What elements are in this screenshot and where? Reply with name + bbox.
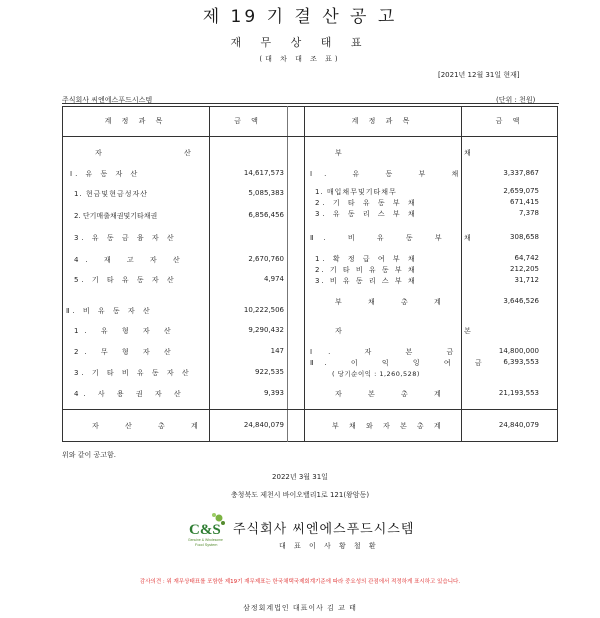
asset-row-label: 4. 사 용 권 자 산 [74, 390, 186, 398]
asset-row-amount: 9,393 [263, 389, 284, 397]
asset-row-label: 1. 현금및현금성자산 [74, 190, 148, 198]
liability-row-amount: 2,659,075 [503, 187, 539, 195]
equity-row-amount: 14,800,000 [498, 347, 539, 355]
asset-row-label: 4. 재 고 자 산 [74, 256, 187, 264]
asset-row-amount: 922,535 [255, 368, 284, 376]
asset-row-label: 3. 유 동 금 융 자 산 [74, 234, 177, 242]
liability-row-amount: 3,337,867 [503, 169, 539, 177]
liability-row-label: 2. 기 타 유 동 부 채 [315, 199, 418, 207]
audit-opinion: 감사의견 : 위 재무상태표를 포함한 제19기 재무제표는 한국채택국제회계기준에 따라 중요성의 관점에서 적정하게 표시하고 있습니다. [139, 579, 461, 585]
column-divider [304, 106, 305, 442]
company-logo [188, 512, 228, 548]
asset-amount-header: 금 액 [234, 117, 262, 125]
liability-amount-header: 금 액 [495, 117, 524, 125]
equity-total-label: 자 본 총 계 [335, 390, 453, 398]
asset-row-label: 2. 단기매출채권및기타채권 [74, 212, 158, 220]
liability-item-header: 계 정 과 목 [351, 117, 414, 125]
asset-row-label: 3. 기 타 비 유 동 자 산 [74, 369, 192, 377]
asset-row-amount: 147 [270, 347, 284, 355]
asset-row-amount: 4,974 [263, 275, 284, 283]
company-address: 충청북도 제천시 바이오밸리1로 121(왕암동) [230, 491, 370, 499]
asset-row-label: 2. 무 형 자 산 [74, 348, 177, 356]
liability-row-label: 2. 기 타 비 유 동 부 채 [315, 266, 417, 274]
logo-icon [188, 512, 228, 548]
asset-total-amount: 24,840,079 [243, 421, 284, 429]
asset-row-amount: 14,617,573 [243, 169, 284, 177]
equity-row-label: 자 본 [335, 327, 531, 335]
announcement-date: 2022년 3월 31일 [272, 473, 328, 481]
auditor-signature: 삼정회계법인 대표이사 김 교 태 [243, 604, 357, 612]
statement-title: 재 무 상 태 표 [230, 36, 370, 49]
asset-row-label: 자 산 [95, 149, 231, 157]
liability-row-amount: 671,415 [510, 198, 539, 206]
column-divider [287, 106, 288, 442]
grand-total-amount: 24,840,079 [498, 421, 539, 429]
liability-row-amount: 308,658 [510, 233, 539, 241]
divider [62, 103, 559, 104]
asset-item-header: 계 정 과 목 [104, 117, 167, 125]
asset-row-amount: 6,856,456 [248, 211, 284, 219]
liability-row-amount: 64,742 [514, 254, 539, 262]
asset-row-amount: 9,290,432 [248, 326, 284, 334]
asset-row-label: 1. 유 형 자 산 [74, 327, 177, 335]
closing-statement: 위와 같이 공고함. [62, 451, 117, 459]
liability-row-label: Ⅰ. 유 동 부 채 [310, 170, 471, 178]
corporation-name: 주식회사 씨엔에스푸드시스템 [233, 522, 415, 537]
liability-row-label: 3. 유 동 리 스 부 채 [315, 210, 418, 218]
company-name: 주식회사 씨엔에스푸드시스템 [62, 96, 153, 104]
liability-row-label: 부 채 [335, 149, 531, 157]
total-divider [62, 409, 558, 410]
liability-row-amount: 7,378 [518, 209, 539, 217]
asset-row-amount: 5,085,383 [248, 189, 284, 197]
asset-row-label: Ⅱ. 비 유 동 자 산 [66, 307, 153, 315]
svg-text:C&S: C&S [189, 522, 221, 538]
equity-row-label: Ⅱ. 이 익 잉 여 금 [310, 359, 493, 367]
equity-row-label: Ⅰ. 자 본 금 [310, 348, 470, 356]
svg-text:Genuine & Wholesome: Genuine & Wholesome [188, 538, 223, 542]
grand-total-label: 부 채 와 자 본 총 계 [332, 422, 445, 430]
page-title: 제 19 기 결 산 공 고 [202, 7, 398, 27]
liability-row-label: 1. 확 정 급 여 부 채 [315, 255, 418, 263]
asset-row-label: 5. 기 타 유 동 자 산 [74, 276, 177, 284]
currency-unit: (단위 : 천원) [496, 96, 536, 104]
statement-subtitle: (대 차 대 조 표) [259, 55, 341, 63]
liability-total-label: 부 채 총 계 [335, 298, 453, 306]
header-divider [62, 136, 558, 137]
asset-total-label: 자 산 총 계 [92, 422, 210, 430]
asset-row-label: Ⅰ. 유 동 자 산 [70, 170, 141, 178]
asset-row-amount: 2,670,760 [248, 255, 284, 263]
asset-row-amount: 10,222,506 [243, 306, 284, 314]
statement-date: [2021년 12월 31일 현재] [438, 71, 520, 79]
equity-row-amount: 6,393,553 [503, 358, 539, 366]
liability-row-label: Ⅱ. 비 유 동 부 채 [310, 234, 481, 242]
liability-row-label: 3. 비 유 동 리 스 부 채 [315, 277, 417, 285]
net-income-note: ( 당기순이익 : 1,260,528) [332, 370, 420, 378]
svg-text:Food System: Food System [195, 543, 218, 547]
liability-row-label: 1. 매입채무및기타채무 [315, 188, 397, 196]
equity-total-amount: 21,193,553 [498, 389, 539, 397]
liability-row-amount: 31,712 [514, 276, 539, 284]
liability-row-amount: 212,205 [510, 265, 539, 273]
liability-total-amount: 3,646,526 [503, 297, 539, 305]
representative: 대 표 이 사 황 철 환 [279, 542, 379, 550]
